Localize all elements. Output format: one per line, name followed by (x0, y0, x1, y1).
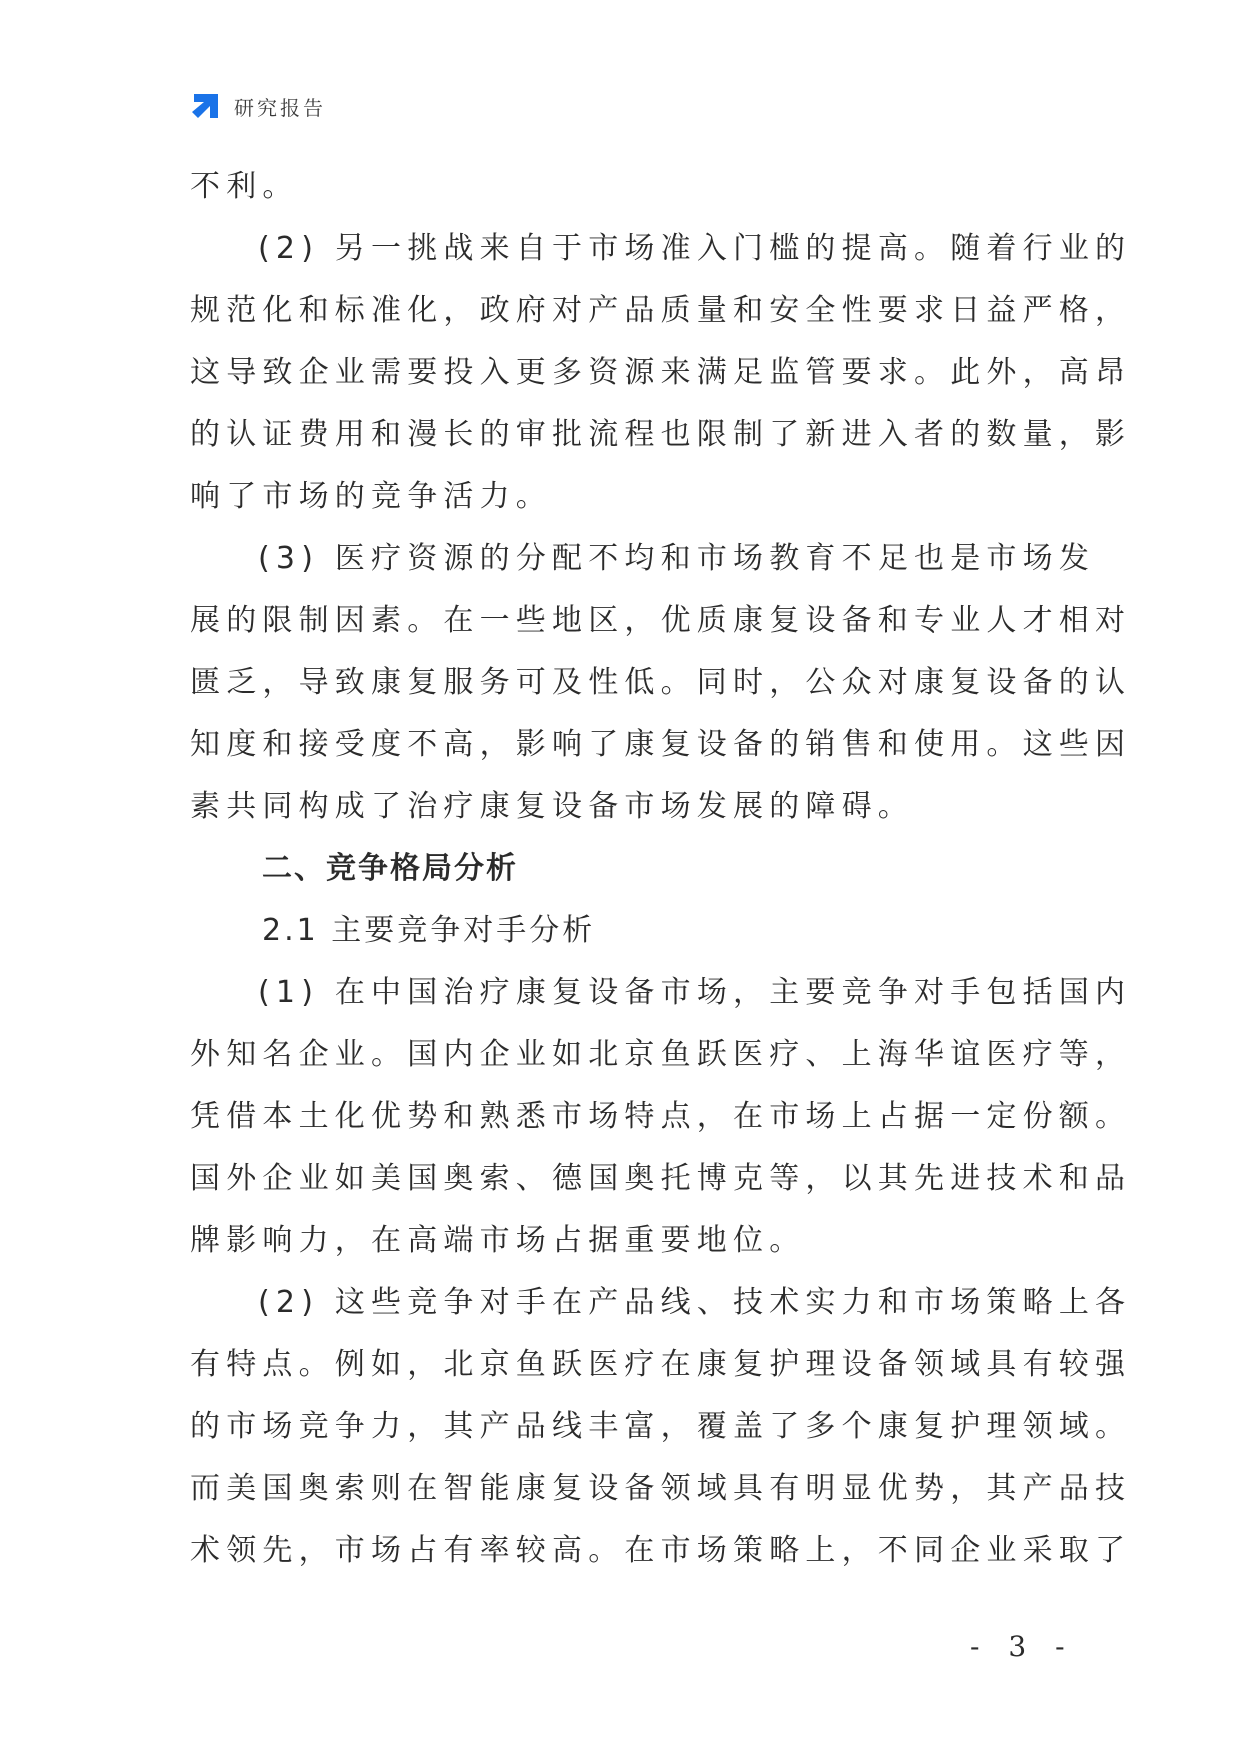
text-line: 展的限制因素。在一些地区，优质康复设备和专业人才相对 (190, 603, 1132, 638)
paragraph-line: (2) 另一挑战来自于市场准入门槛的提高。随着行业的 (258, 231, 1132, 266)
section-heading: 二、竞争格局分析 (262, 851, 518, 886)
paragraph-line: (1) 在中国治疗康复设备市场，主要竞争对手包括国内 (258, 975, 1132, 1010)
text-line: 凭借本土化优势和熟悉市场特点，在市场上占据一定份额。 (190, 1099, 1132, 1134)
text-line: 响了市场的竞争活力。 (190, 479, 552, 514)
text-line: 国外企业如美国奥索、德国奥托博克等，以其先进技术和品 (190, 1161, 1132, 1196)
arrow-up-right-icon (190, 90, 222, 122)
text-line: 外知名企业。国内企业如北京鱼跃医疗、上海华谊医疗等， (190, 1037, 1132, 1072)
header-title: 研究报告 (234, 95, 326, 120)
text-line: 牌影响力，在高端市场占据重要地位。 (190, 1223, 806, 1258)
document-body (190, 156, 1132, 1582)
paragraph-line: (3) 医疗资源的分配不均和市场教育不足也是市场发 (258, 541, 1096, 576)
text-line: 知度和接受度不高，影响了康复设备的销售和使用。这些因 (190, 727, 1132, 762)
text-line: 的认证费用和漫长的审批流程也限制了新进入者的数量，影 (190, 417, 1132, 452)
text-line: 而美国奥索则在智能康复设备领域具有明显优势，其产品技 (190, 1471, 1132, 1506)
report-header (190, 88, 326, 124)
text-line: 素共同构成了治疗康复设备市场发展的障碍。 (190, 789, 914, 824)
text-line: 术领先，市场占有率较高。在市场策略上，不同企业采取了 (190, 1533, 1132, 1568)
text-line: 匮乏，导致康复服务可及性低。同时，公众对康复设备的认 (190, 665, 1132, 700)
paragraph-line: (2) 这些竞争对手在产品线、技术实力和市场策略上各 (258, 1285, 1132, 1320)
subsection-heading: 2.1 主要竞争对手分析 (262, 913, 596, 948)
text-line: 有特点。例如，北京鱼跃医疗在康复护理设备领域具有较强 (190, 1347, 1132, 1382)
text-line: 规范化和标准化，政府对产品质量和安全性要求日益严格， (190, 293, 1132, 328)
text-line: 不利。 (190, 169, 299, 204)
text-line: 这导致企业需要投入更多资源来满足监管要求。此外，高昂 (190, 355, 1132, 390)
page-number: - 3 - (970, 1630, 1075, 1663)
text-line: 的市场竞争力，其产品线丰富，覆盖了多个康复护理领域。 (190, 1409, 1132, 1444)
